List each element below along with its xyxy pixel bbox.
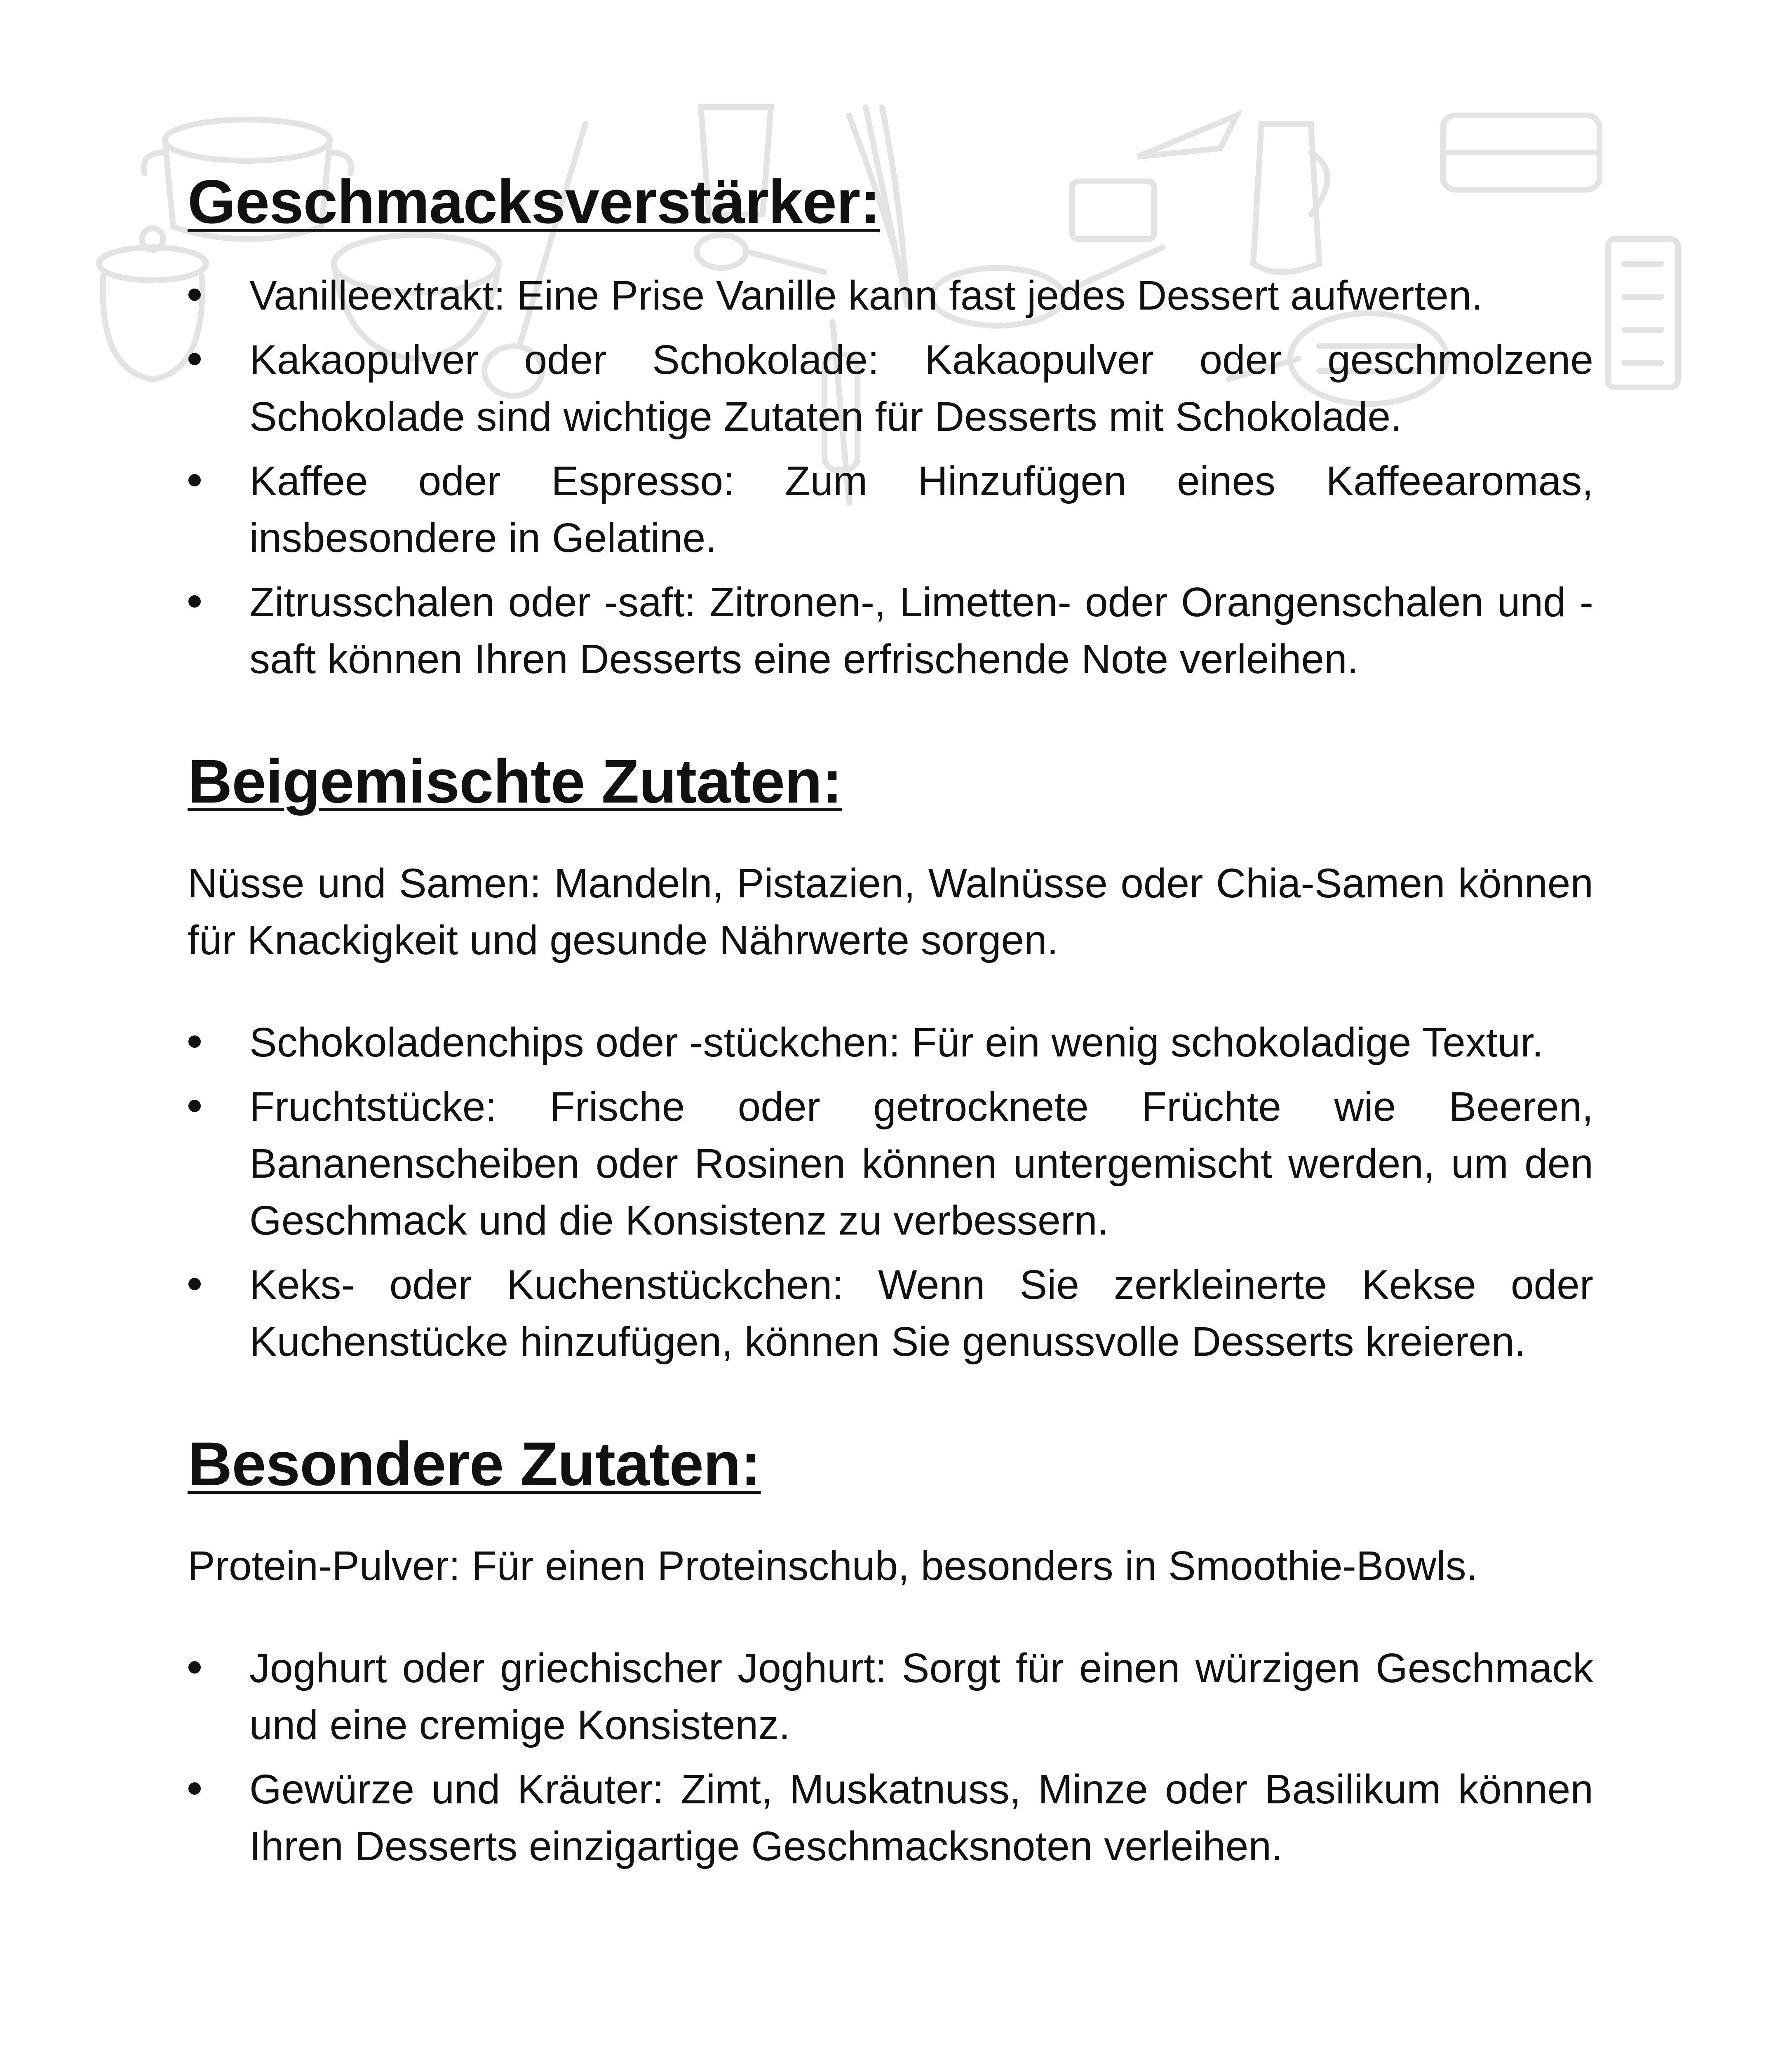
list-item: Zitrusschalen oder -saft: Zitronen-, Limetten- oder Orangenschalen und -saft können Ihren Desserts eine erfrischende Note verleihen. [188, 574, 1593, 688]
list-item: Kakaopulver oder Schokolade: Kakaopulver oder geschmolzene Schokolade sind wichtige Zutaten für Desserts mit Schokolade. [188, 331, 1593, 445]
bullet-icon [188, 595, 201, 608]
section-intro-paragraph: Protein-Pulver: Für einen Proteinschub, besonders in Smoothie-Bowls. [188, 1543, 1478, 1589]
list-item: Joghurt oder griechischer Joghurt: Sorgt für einen würzigen Geschmack und eine cremige Konsistenz. [188, 1640, 1593, 1753]
bullet-icon [188, 353, 201, 365]
bullet-icon [188, 1035, 201, 1048]
bullet-list-besondere-zutaten [188, 1640, 1593, 1875]
bullet-icon [188, 1100, 201, 1112]
list-item: Schokoladenchips oder -stückchen: Für ein wenig schokoladige Textur. [188, 1014, 1593, 1071]
section-heading-besondere-zutaten: Besondere Zutaten: [188, 1429, 761, 1498]
bullet-icon [188, 474, 201, 486]
list-item: Gewürze und Kräuter: Zimt, Muskatnuss, Minze oder Basilikum können Ihren Desserts einzigartige Geschmacksnoten verleihen. [188, 1761, 1593, 1875]
section-intro-paragraph: Nüsse und Samen: Mandeln, Pistazien, Walnüsse oder Chia-Samen können für Knackigkeit und gesunde Nährwerte sorgen. [188, 860, 1593, 963]
bullet-icon [188, 1661, 201, 1674]
grater-icon [1608, 239, 1678, 387]
list-item: Fruchtstücke: Frische oder getrocknete Früchte wie Beeren, Bananenscheiben oder Rosinen können untergemischt werden, um den Geschmack und die Konsistenz zu verbessern. [188, 1078, 1593, 1249]
knife-icon [1138, 115, 1237, 157]
bullet-icon [188, 289, 201, 301]
list-item: Vanilleextrakt: Eine Prise Vanille kann fast jedes Dessert aufwerten. [188, 267, 1593, 324]
list-item: Keks- oder Kuchenstückchen: Wenn Sie zerkleinerte Kekse oder Kuchenstücke hinzufügen, können Sie genussvolle Desserts kreieren. [188, 1256, 1593, 1370]
section-heading-geschmacksverstaerker: Geschmacksverstärker: [188, 167, 881, 236]
bullet-list-geschmacksverstaerker [188, 267, 1593, 688]
list-item: Kaffee oder Espresso: Zum Hinzufügen eines Kaffeearomas, insbesondere in Gelatine. [188, 453, 1593, 566]
bullet-list-beigemischte-zutaten [188, 1014, 1593, 1370]
bullet-icon [188, 1782, 201, 1795]
section-heading-beigemischte-zutaten: Beigemischte Zutaten: [188, 746, 842, 816]
document-body [188, 167, 1593, 1882]
bullet-icon [188, 1278, 201, 1290]
